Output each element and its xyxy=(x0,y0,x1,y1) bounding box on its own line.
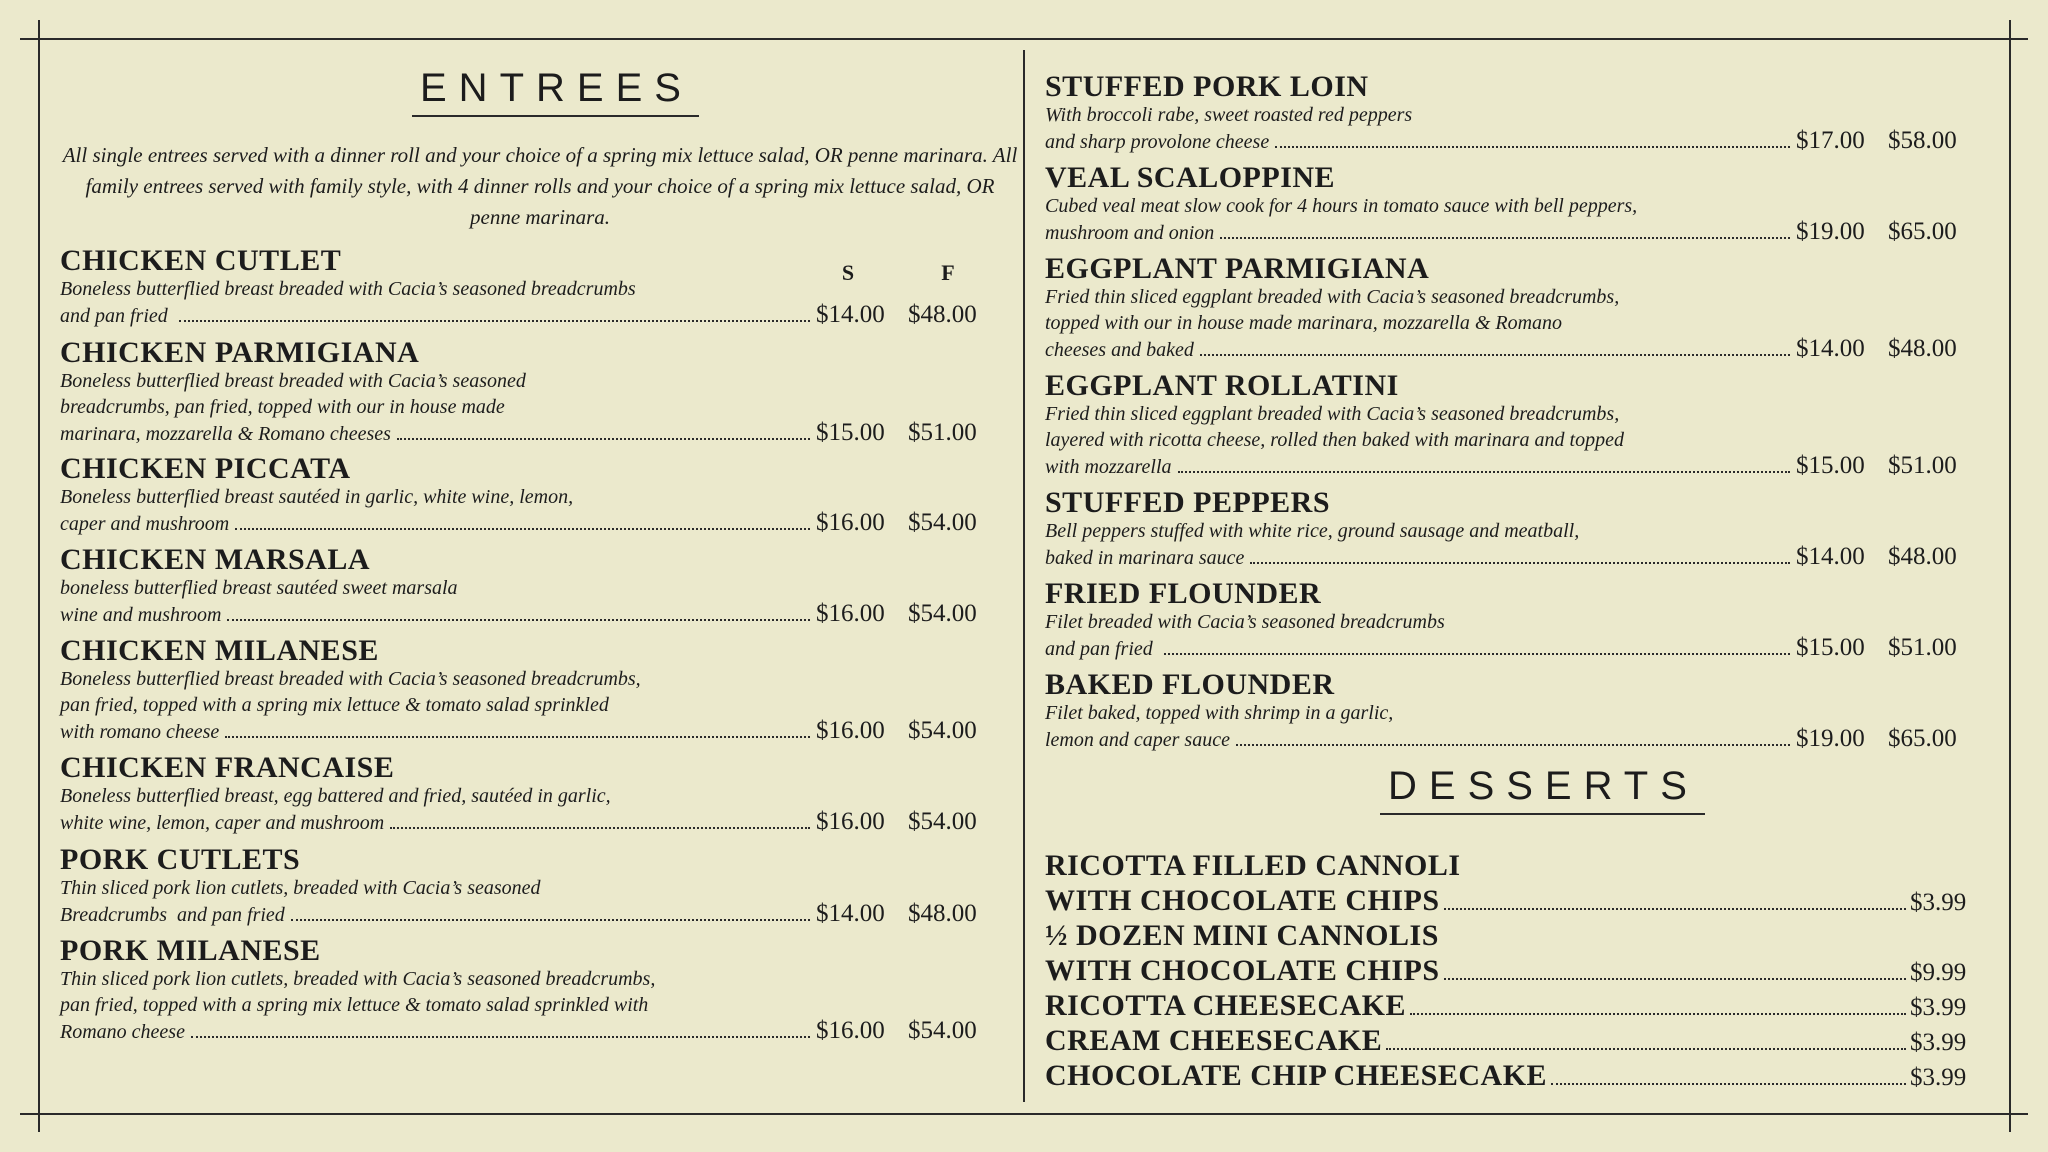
item-name: EGGPLANT ROLLATINI xyxy=(1045,369,1399,402)
dessert-price: $3.99 xyxy=(1910,1064,1967,1091)
dot-leader xyxy=(1250,562,1790,564)
item-description-end: and pan fried xyxy=(1045,638,1158,660)
family-price: $65.00 xyxy=(1888,218,1957,245)
item-description-end: white wine, lemon, caper and mushroom xyxy=(60,812,385,834)
dessert-price: $3.99 xyxy=(1910,889,1967,916)
item-description: Boneless butterflied breast sautéed in garlic, white wine, lemon, xyxy=(60,486,574,508)
entrees-intro: All single entrees served with a dinner roll and your choice of a spring mix lettuce salad, OR penne marinara. All family entrees served with family style, with 4 dinner rolls and your choice of a spring mix lettuce salad, OR penne marinara. xyxy=(62,143,1018,229)
item-name: VEAL SCALOPPINE xyxy=(1045,161,1336,194)
menu-item xyxy=(60,454,1000,537)
item-description-end: caper and mushroom xyxy=(60,513,230,535)
item-description-end: Romano cheese xyxy=(60,1021,185,1043)
item-price-line xyxy=(60,1018,1000,1045)
dessert-name-line xyxy=(1045,848,1980,883)
menu-item xyxy=(60,246,1000,329)
menu-item xyxy=(60,338,1000,447)
bottom-border xyxy=(20,1113,2028,1115)
dot-leader xyxy=(1178,471,1791,473)
item-name: CHICKEN PARMIGIANA xyxy=(60,336,420,369)
top-border xyxy=(20,38,2028,40)
dessert-price-line xyxy=(1045,1058,1980,1093)
item-description: boneless butterflied breast sautéed sweet marsala xyxy=(60,577,458,599)
family-price: $54.00 xyxy=(908,717,977,744)
dot-leader xyxy=(291,919,810,921)
single-price: $16.00 xyxy=(816,1017,885,1044)
single-price: $16.00 xyxy=(816,509,885,536)
item-description: Filet baked, topped with shrimp in a garlic, xyxy=(1045,702,1394,724)
family-price: $48.00 xyxy=(908,900,977,927)
item-name: FRIED FLOUNDER xyxy=(1045,577,1322,610)
dessert-name: CREAM CHEESECAKE xyxy=(1045,1024,1383,1057)
single-price: $19.00 xyxy=(1796,725,1865,752)
single-price: $16.00 xyxy=(816,600,885,627)
dessert-price: $3.99 xyxy=(1910,1029,1967,1056)
item-name: BAKED FLOUNDER xyxy=(1045,668,1335,701)
item-description: Fried thin sliced eggplant breaded with Cacia’s seasoned breadcrumbs, layered with ricotta cheese, rolled then baked with marinara and topped xyxy=(1045,403,1624,451)
family-price: $48.00 xyxy=(1888,543,1957,570)
dessert-price-line xyxy=(1045,953,1980,988)
dot-leader xyxy=(225,736,810,738)
dessert-price: $3.99 xyxy=(1910,994,1967,1021)
menu-item xyxy=(60,753,1000,836)
menu-item xyxy=(60,845,1000,928)
item-name: CHICKEN MARSALA xyxy=(60,543,371,576)
item-price-line xyxy=(60,420,1000,447)
dessert-item xyxy=(1045,848,1980,918)
item-price-line xyxy=(1045,453,1980,480)
item-description-end: marinara, mozzarella & Romano cheeses xyxy=(60,423,391,445)
dot-leader xyxy=(179,320,810,322)
menu-item xyxy=(1045,72,1980,155)
item-description: Boneless butterflied breast breaded with Cacia’s seasoned breadcrumbs, pan fried, topped with our in house made xyxy=(60,370,526,418)
item-description: Boneless butterflied breast breaded with Cacia’s seasoned breadcrumbs xyxy=(60,278,636,300)
menu-item xyxy=(1045,670,1980,753)
dessert-name: ½ DOZEN MINI CANNOLIS xyxy=(1045,919,1439,952)
item-price-line xyxy=(1045,544,1980,571)
dessert-price-line xyxy=(1045,883,1980,918)
family-size-header: F xyxy=(941,260,955,285)
desserts-title: DESSERTS xyxy=(1380,764,1705,815)
family-price: $48.00 xyxy=(908,301,977,328)
menu-item xyxy=(1045,579,1980,662)
single-size-header: S xyxy=(841,260,855,285)
item-price-line xyxy=(1045,635,1980,662)
menu-item xyxy=(60,636,1000,745)
dot-leader xyxy=(1386,1048,1906,1050)
item-description: With broccoli rabe, sweet roasted red peppers xyxy=(1045,104,1413,126)
item-description: Bell peppers stuffed with white rice, ground sausage and meatball, xyxy=(1045,520,1580,542)
dot-leader xyxy=(1444,908,1906,910)
entrees-title: ENTREES xyxy=(412,66,699,117)
item-description: Fried thin sliced eggplant breaded with Cacia’s seasoned breadcrumbs, topped with our in house made marinara, mozzarella & Romano xyxy=(1045,286,1620,334)
menu-item xyxy=(1045,488,1980,571)
item-name: PORK MILANESE xyxy=(60,934,321,967)
single-price: $19.00 xyxy=(1796,218,1865,245)
item-description-end: Breadcrumbs and pan fried xyxy=(60,904,285,926)
dot-leader xyxy=(235,528,810,530)
dessert-item xyxy=(1045,1023,1980,1058)
single-price: $17.00 xyxy=(1796,127,1865,154)
family-price: $54.00 xyxy=(908,1017,977,1044)
menu-item xyxy=(1045,163,1980,246)
item-price-line xyxy=(60,901,1000,928)
item-description-end: cheeses and baked xyxy=(1045,339,1194,361)
menu-item xyxy=(1045,371,1980,480)
dessert-price-line xyxy=(1045,988,1980,1023)
item-name: CHICKEN CUTLET xyxy=(60,244,342,277)
dessert-name: RICOTTA FILLED CANNOLI xyxy=(1045,849,1461,882)
dessert-item xyxy=(1045,1058,1980,1093)
family-price: $54.00 xyxy=(908,600,977,627)
dessert-item xyxy=(1045,918,1980,988)
family-price: $48.00 xyxy=(1888,335,1957,362)
dot-leader xyxy=(1164,653,1790,655)
dessert-name: WITH CHOCOLATE CHIPS xyxy=(1045,884,1440,917)
dot-leader xyxy=(1444,978,1906,980)
item-price-line xyxy=(60,510,1000,537)
single-price: $14.00 xyxy=(1796,335,1865,362)
dot-leader xyxy=(227,619,810,621)
dessert-name: RICOTTA CHEESECAKE xyxy=(1045,989,1407,1022)
item-description: Boneless butterflied breast breaded with Cacia’s seasoned breadcrumbs, pan fried, topped with a spring mix lettuce & tomato salad sprinkled xyxy=(60,668,641,716)
item-description: Boneless butterflied breast, egg battered and fried, sautéed in garlic, xyxy=(60,785,611,807)
menu-item xyxy=(1045,254,1980,363)
item-description-end: wine and mushroom xyxy=(60,604,222,626)
item-description-end: lemon and caper sauce xyxy=(1045,729,1230,751)
family-price: $51.00 xyxy=(908,419,977,446)
column-divider xyxy=(1023,50,1025,1102)
item-price-line xyxy=(60,718,1000,745)
dessert-price-line xyxy=(1045,1023,1980,1058)
item-description: Filet breaded with Cacia’s seasoned breadcrumbs xyxy=(1045,611,1445,633)
item-description-end: with mozzarella xyxy=(1045,456,1172,478)
item-name: STUFFED PEPPERS xyxy=(1045,486,1331,519)
item-price-line xyxy=(60,601,1000,628)
item-name: CHICKEN MILANESE xyxy=(60,634,379,667)
item-price-line xyxy=(60,302,1000,329)
family-price: $58.00 xyxy=(1888,127,1957,154)
family-price: $54.00 xyxy=(908,808,977,835)
dessert-name: WITH CHOCOLATE CHIPS xyxy=(1045,954,1440,987)
single-price: $16.00 xyxy=(816,808,885,835)
dot-leader xyxy=(1410,1013,1906,1015)
dessert-item xyxy=(1045,988,1980,1023)
family-price: $51.00 xyxy=(1888,634,1957,661)
item-description-end: with romano cheese xyxy=(60,721,220,743)
family-price: $51.00 xyxy=(1888,452,1957,479)
dot-leader xyxy=(1220,237,1790,239)
dessert-name-line xyxy=(1045,918,1980,953)
dot-leader xyxy=(191,1036,810,1038)
item-price-line xyxy=(1045,726,1980,753)
item-name: STUFFED PORK LOIN xyxy=(1045,70,1369,103)
single-price: $15.00 xyxy=(1796,452,1865,479)
left-border xyxy=(38,20,40,1132)
dessert-price: $9.99 xyxy=(1910,959,1967,986)
family-price: $65.00 xyxy=(1888,725,1957,752)
item-price-line xyxy=(1045,219,1980,246)
item-name: CHICKEN PICCATA xyxy=(60,452,351,485)
single-price: $15.00 xyxy=(816,419,885,446)
menu-item xyxy=(60,936,1000,1045)
dot-leader xyxy=(1236,744,1790,746)
item-price-line xyxy=(1045,336,1980,363)
item-description: Cubed veal meat slow cook for 4 hours in tomato sauce with bell peppers, xyxy=(1045,195,1638,217)
item-name: CHICKEN FRANCAISE xyxy=(60,751,395,784)
right-border xyxy=(2009,20,2011,1132)
item-description: Thin sliced pork lion cutlets, breaded with Cacia’s seasoned breadcrumbs, pan fried, topped with a spring mix lettuce & tomato salad sprinkled with xyxy=(60,968,656,1016)
dot-leader xyxy=(397,438,810,440)
family-price: $54.00 xyxy=(908,509,977,536)
item-name: EGGPLANT PARMIGIANA xyxy=(1045,252,1430,285)
single-price: $14.00 xyxy=(816,900,885,927)
single-price: $16.00 xyxy=(816,717,885,744)
dot-leader xyxy=(1200,354,1790,356)
item-description-end: and pan fried xyxy=(60,305,173,327)
item-name: PORK CUTLETS xyxy=(60,843,301,876)
menu-item xyxy=(60,545,1000,628)
single-price: $15.00 xyxy=(1796,634,1865,661)
item-price-line xyxy=(1045,128,1980,155)
item-price-line xyxy=(60,809,1000,836)
dessert-name: CHOCOLATE CHIP CHEESECAKE xyxy=(1045,1059,1548,1092)
item-description-end: baked in marinara sauce xyxy=(1045,547,1245,569)
item-description-end: mushroom and onion xyxy=(1045,222,1215,244)
dot-leader xyxy=(1551,1083,1906,1085)
item-description-end: and sharp provolone cheese xyxy=(1045,131,1270,153)
item-description: Thin sliced pork lion cutlets, breaded with Cacia’s seasoned xyxy=(60,877,541,899)
dot-leader xyxy=(1275,146,1790,148)
dot-leader xyxy=(390,827,810,829)
single-price: $14.00 xyxy=(1796,543,1865,570)
single-price: $14.00 xyxy=(816,301,885,328)
